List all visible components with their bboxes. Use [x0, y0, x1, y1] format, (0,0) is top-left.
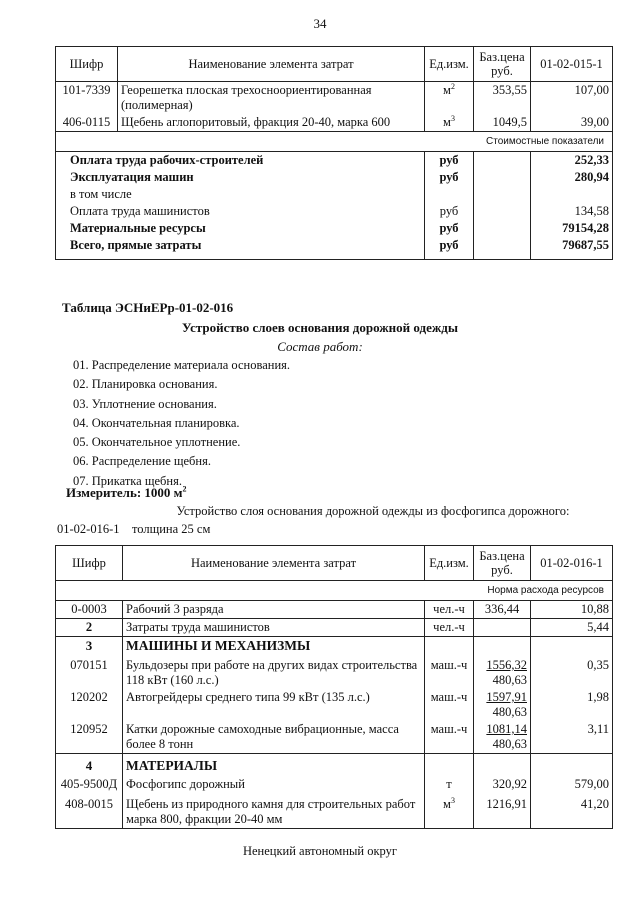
- list-item: 07. Прикатка щебня.: [73, 473, 182, 488]
- row-code: 120952: [56, 721, 123, 754]
- section-title: МАТЕРИАЛЫ: [123, 754, 425, 775]
- header-base-price: Баз.цена руб.: [474, 47, 531, 82]
- table-row: [56, 793, 613, 829]
- table-row: [56, 114, 613, 132]
- row-name: Автогрейдеры среднего типа 99 кВт (135 л.с.): [123, 689, 425, 721]
- table-header-row: [56, 546, 613, 581]
- variant-value: толщина 25 см: [132, 522, 211, 536]
- header-code: Шифр: [56, 546, 123, 581]
- summary-row: [56, 186, 613, 203]
- row-unit: $м^3$: [425, 793, 474, 829]
- row-name: Затраты труда машинистов: [123, 619, 425, 637]
- summary-unit: руб: [425, 152, 474, 170]
- summary-label: Материальные ресурсы: [56, 220, 425, 237]
- header-code: Шифр: [56, 47, 118, 82]
- summary-row: [56, 220, 613, 237]
- row-price: 1597,91 480,63: [474, 689, 531, 721]
- row-value: 107,00: [531, 82, 613, 115]
- header-name: Наименование элемента затрат: [123, 546, 425, 581]
- summary-row: [56, 152, 613, 170]
- list-item: 01. Распределение материала основания.: [73, 358, 291, 372]
- row-name: Катки дорожные самоходные вибрационные, масса более 8 тонн: [123, 721, 425, 754]
- header-base-price: Баз.цена руб.: [474, 546, 531, 581]
- footer-region: Ненецкий автономный округ: [242, 844, 398, 858]
- summary-value: 134,58: [531, 203, 613, 220]
- table-header-row: [56, 47, 613, 82]
- table-row: [56, 619, 613, 637]
- row-value: 1,98: [531, 689, 613, 721]
- row-code: 408-0015: [56, 793, 123, 829]
- header-rate-code: 01-02-016-1: [531, 546, 613, 581]
- row-price: 1049,5: [474, 114, 531, 132]
- summary-unit: руб: [425, 203, 474, 220]
- page-number: 34: [313, 16, 327, 31]
- variant-description: Устройство слоя основания дорожной одежды из фосфогипса дорожного:: [176, 504, 570, 518]
- summary-unit: руб: [425, 237, 474, 260]
- norm-row: [56, 581, 613, 601]
- row-price: 320,92: [474, 774, 531, 793]
- section-title: МАШИНЫ И МЕХАНИЗМЫ: [123, 637, 425, 658]
- list-item: 03. Уплотнение основания.: [73, 396, 217, 411]
- summary-unit: руб: [425, 169, 474, 186]
- row-price: 1081,14 480,63: [474, 721, 531, 754]
- row-value: 579,00: [531, 774, 613, 793]
- summary-row: [56, 203, 613, 220]
- variant-code: 01-02-016-1: [57, 522, 120, 536]
- row-name: Рабочий 3 разряда: [123, 601, 425, 619]
- row-value: 3,11: [531, 721, 613, 754]
- table-row: [56, 689, 613, 721]
- row-value: 0,35: [531, 657, 613, 689]
- row-code: 120202: [56, 689, 123, 721]
- row-code: 406-0115: [56, 114, 118, 132]
- row-code: 101-7339: [56, 82, 118, 115]
- header-rate-code: 01-02-015-1: [531, 47, 613, 82]
- row-name: Георешетка плоская трехосноориентированная (полимерная): [118, 82, 425, 115]
- works-list: [73, 356, 290, 491]
- row-unit: $м^3$: [425, 114, 474, 132]
- table-row: [56, 721, 613, 754]
- list-item: 04. Окончательная планировка.: [73, 415, 240, 430]
- row-price: [474, 619, 531, 637]
- row-code: 0-0003: [56, 601, 123, 619]
- row-unit: маш.-ч: [425, 657, 474, 689]
- table-row: [56, 774, 613, 793]
- row-price: 336,44: [474, 601, 531, 619]
- summary-row: [56, 237, 613, 260]
- summary-value: 252,33: [531, 152, 613, 170]
- row-unit: чел.-ч: [425, 601, 474, 619]
- section-code: 4: [56, 754, 123, 775]
- list-item: 02. Планировка основания.: [73, 377, 218, 392]
- list-item: 06. Распределение щебня.: [73, 454, 211, 469]
- section-row-materials: [56, 754, 613, 775]
- row-name: Бульдозеры при работе на других видах строительства 118 кВт (160 л.с.): [123, 657, 425, 689]
- estimate-table-016: [55, 545, 613, 829]
- row-unit: т: [425, 774, 474, 793]
- row-price: 1556,32 480,63: [474, 657, 531, 689]
- norm-label: Норма расхода ресурсов: [56, 581, 613, 601]
- row-name: Фосфогипс дорожный: [123, 774, 425, 793]
- table-title: Таблица ЭСНиЕРр-01-02-016: [62, 300, 234, 315]
- section-row-machines: [56, 637, 613, 658]
- row-unit: $м^2$: [425, 82, 474, 115]
- meter-label: Измеритель: 1000 $м^2$: [66, 484, 187, 500]
- row-name: Щебень из природного камня для строительных работ марка 800, фракции 20-40 мм: [123, 793, 425, 829]
- table-row: [56, 657, 613, 689]
- row-value: 5,44: [531, 619, 613, 637]
- table-row: [56, 82, 613, 115]
- header-unit: Ед.изм.: [425, 47, 474, 82]
- row-value: 41,20: [531, 793, 613, 829]
- header-name: Наименование элемента затрат: [118, 47, 425, 82]
- section-code: 3: [56, 637, 123, 658]
- row-name: Щебень аглопоритовый, фракция 20-40, марка 600: [118, 114, 425, 132]
- row-code: 405-9500Д: [56, 774, 123, 793]
- summary-value: [531, 186, 613, 203]
- summary-label: Оплата труда машинистов: [56, 203, 425, 220]
- row-unit: маш.-ч: [425, 689, 474, 721]
- summary-label: Эксплуатация машин: [56, 169, 425, 186]
- row-price: 1216,91: [474, 793, 531, 829]
- summary-label: в том числе: [56, 186, 425, 203]
- works-title: Состав работ:: [277, 339, 363, 354]
- summary-value: 79687,55: [531, 237, 613, 260]
- row-unit: маш.-ч: [425, 721, 474, 754]
- summary-label: Всего, прямые затраты: [56, 237, 425, 260]
- summary-row: [56, 169, 613, 186]
- row-value: 39,00: [531, 114, 613, 132]
- table-row: [56, 601, 613, 619]
- row-value: 10,88: [531, 601, 613, 619]
- summary-value: 79154,28: [531, 220, 613, 237]
- row-unit: чел.-ч: [425, 619, 474, 637]
- estimate-table-015: [55, 46, 613, 260]
- summary-value: 280,94: [531, 169, 613, 186]
- row-price: 353,55: [474, 82, 531, 115]
- summary-label: Оплата труда рабочих-строителей: [56, 152, 425, 170]
- cost-indicators-label: Стоимостные показатели: [56, 132, 613, 152]
- section-heading: Устройство слоев основания дорожной одежды: [181, 320, 459, 335]
- header-unit: Ед.изм.: [425, 546, 474, 581]
- summary-unit: руб: [425, 220, 474, 237]
- summary-unit: [425, 186, 474, 203]
- cost-indicators-row: [56, 132, 613, 152]
- row-code: 2: [56, 619, 123, 637]
- list-item: 05. Окончательное уплотнение.: [73, 435, 241, 450]
- row-code: 070151: [56, 657, 123, 689]
